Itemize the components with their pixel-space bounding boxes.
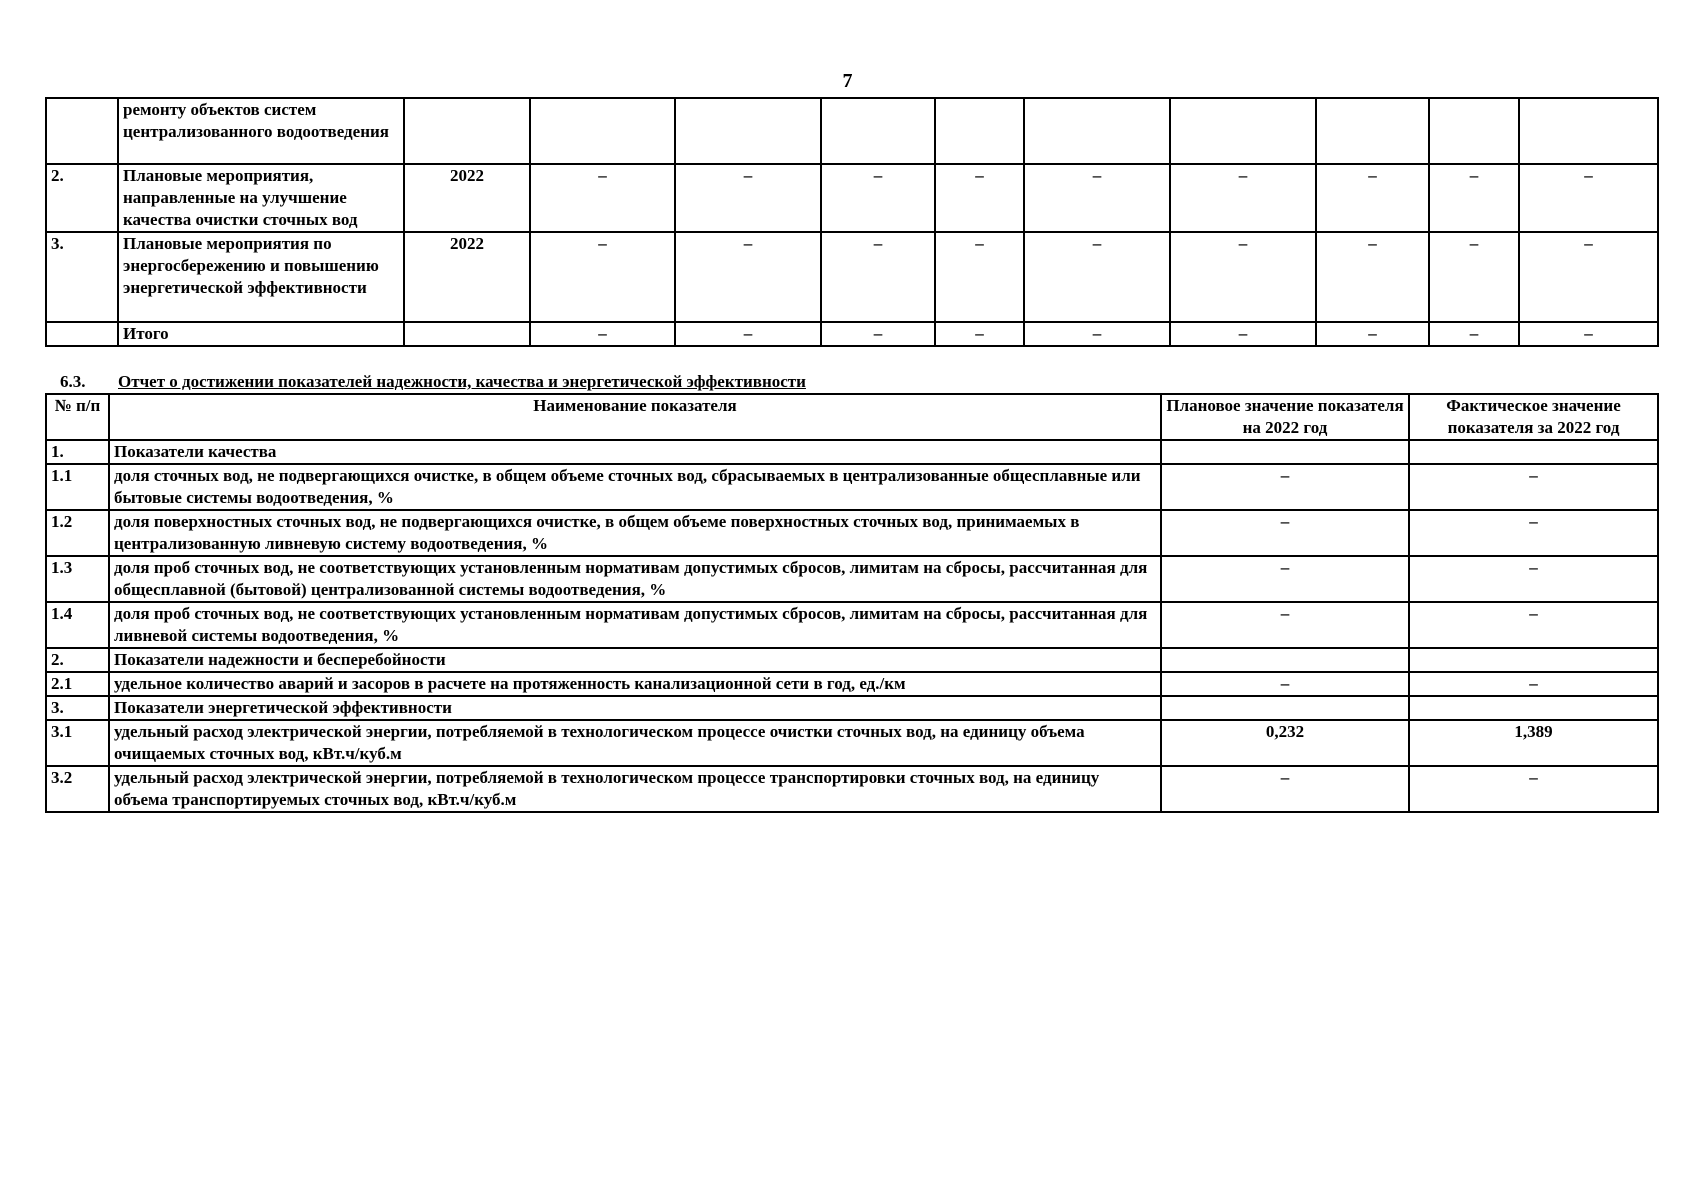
- value-cell: –: [1519, 322, 1658, 346]
- indicator-number: 1.: [46, 440, 109, 464]
- section-title: Отчет о достижении показателей надежности, качества и энергетической эффективности: [118, 372, 806, 391]
- section-number: 6.3.: [60, 372, 86, 391]
- measure-name: Итого: [118, 322, 404, 346]
- value-cell: –: [1170, 322, 1316, 346]
- value-cell: –: [821, 232, 935, 322]
- value-cell: –: [1024, 322, 1170, 346]
- value-cell: –: [1024, 232, 1170, 322]
- plan-value: [1161, 648, 1409, 672]
- value-cell: [1519, 98, 1658, 164]
- table-row: [46, 464, 1658, 510]
- indicator-number: 2.1: [46, 672, 109, 696]
- header-name: Наименование показателя: [109, 394, 1161, 440]
- table-row: [46, 322, 1658, 346]
- measures-table: [45, 97, 1659, 347]
- fact-value: –: [1409, 602, 1658, 648]
- value-cell: [1316, 98, 1429, 164]
- fact-value: –: [1409, 556, 1658, 602]
- plan-value: –: [1161, 510, 1409, 556]
- indicator-number: 2.: [46, 648, 109, 672]
- value-cell: –: [1316, 164, 1429, 232]
- indicator-number: 3.: [46, 696, 109, 720]
- plan-value: 0,232: [1161, 720, 1409, 766]
- value-cell: –: [1170, 232, 1316, 322]
- value-cell: [1024, 98, 1170, 164]
- value-cell: –: [1316, 232, 1429, 322]
- value-cell: –: [1519, 232, 1658, 322]
- indicator-number: 3.2: [46, 766, 109, 812]
- year-cell: 2022: [404, 164, 530, 232]
- value-cell: –: [1429, 232, 1519, 322]
- value-cell: –: [935, 322, 1024, 346]
- fact-value: –: [1409, 464, 1658, 510]
- value-cell: –: [530, 164, 675, 232]
- fact-value: –: [1409, 510, 1658, 556]
- section-heading: [60, 371, 806, 393]
- value-cell: –: [1519, 164, 1658, 232]
- indicator-name: удельное количество аварий и засоров в расчете на протяженность канализационной сети в год, ед./км: [109, 672, 1161, 696]
- table-row: [46, 648, 1658, 672]
- value-cell: [821, 98, 935, 164]
- measure-name: ремонту объектов систем централизованного водоотведения: [118, 98, 404, 164]
- value-cell: [530, 98, 675, 164]
- fact-value: –: [1409, 672, 1658, 696]
- value-cell: [675, 98, 821, 164]
- value-cell: [1170, 98, 1316, 164]
- indicator-name: доля поверхностных сточных вод, не подвергающихся очистке, в общем объеме поверхностных сточных вод, принимаемых в централизованную ливневую систему водоотведения, %: [109, 510, 1161, 556]
- fact-value: [1409, 696, 1658, 720]
- value-cell: –: [675, 322, 821, 346]
- header-fact: Фактическое значение показателя за 2022 год: [1409, 394, 1658, 440]
- row-number: [46, 98, 118, 164]
- indicator-number: 1.3: [46, 556, 109, 602]
- plan-value: –: [1161, 602, 1409, 648]
- value-cell: –: [821, 164, 935, 232]
- value-cell: [1429, 98, 1519, 164]
- indicator-number: 1.1: [46, 464, 109, 510]
- indicator-name: удельный расход электрической энергии, потребляемой в технологическом процессе очистки сточных вод, на единицу объема очищаемых сточных вод, кВт.ч/куб.м: [109, 720, 1161, 766]
- value-cell: –: [1429, 322, 1519, 346]
- indicator-name: удельный расход электрической энергии, потребляемой в технологическом процессе транспортировки сточных вод, на единицу объема транспортируемых сточных вод, кВт.ч/куб.м: [109, 766, 1161, 812]
- value-cell: –: [821, 322, 935, 346]
- year-cell: 2022: [404, 232, 530, 322]
- table-row: [46, 556, 1658, 602]
- value-cell: –: [1429, 164, 1519, 232]
- plan-value: [1161, 696, 1409, 720]
- table-row: [46, 720, 1658, 766]
- table-row: [46, 766, 1658, 812]
- indicator-name: доля проб сточных вод, не соответствующих установленным нормативам допустимых сбросов, лимитам на сбросы, рассчитанная для общесплавной (бытовой) централизованной системы водоотведения, %: [109, 556, 1161, 602]
- plan-value: –: [1161, 464, 1409, 510]
- value-cell: –: [675, 232, 821, 322]
- plan-value: –: [1161, 672, 1409, 696]
- indicator-name: Показатели надежности и бесперебойности: [109, 648, 1161, 672]
- table-row: [46, 440, 1658, 464]
- year-cell: [404, 322, 530, 346]
- value-cell: –: [1170, 164, 1316, 232]
- year-cell: [404, 98, 530, 164]
- table-row: [46, 232, 1658, 322]
- fact-value: [1409, 648, 1658, 672]
- fact-value: [1409, 440, 1658, 464]
- row-number: 2.: [46, 164, 118, 232]
- row-number: 3.: [46, 232, 118, 322]
- table-row: [46, 672, 1658, 696]
- measure-name: Плановые мероприятия по энергосбережению и повышению энергетической эффективности: [118, 232, 404, 322]
- indicator-number: 1.4: [46, 602, 109, 648]
- fact-value: –: [1409, 766, 1658, 812]
- plan-value: –: [1161, 556, 1409, 602]
- indicator-name: доля сточных вод, не подвергающихся очистке, в общем объеме сточных вод, сбрасываемых в централизованные общесплавные или бытовые системы водоотведения, %: [109, 464, 1161, 510]
- table-row: [46, 164, 1658, 232]
- table-row: [46, 696, 1658, 720]
- value-cell: –: [530, 322, 675, 346]
- value-cell: –: [530, 232, 675, 322]
- plan-value: –: [1161, 766, 1409, 812]
- indicator-name: доля проб сточных вод, не соответствующих установленным нормативам допустимых сбросов, лимитам на сбросы, рассчитанная для ливневой системы водоотведения, %: [109, 602, 1161, 648]
- table-row: [46, 602, 1658, 648]
- value-cell: –: [1316, 322, 1429, 346]
- indicator-name: Показатели энергетической эффективности: [109, 696, 1161, 720]
- value-cell: –: [1024, 164, 1170, 232]
- indicator-name: Показатели качества: [109, 440, 1161, 464]
- value-cell: –: [675, 164, 821, 232]
- table-row: [46, 510, 1658, 556]
- value-cell: –: [935, 164, 1024, 232]
- header-plan: Плановое значение показателя на 2022 год: [1161, 394, 1409, 440]
- fact-value: 1,389: [1409, 720, 1658, 766]
- value-cell: –: [935, 232, 1024, 322]
- indicator-number: 1.2: [46, 510, 109, 556]
- table-row: [46, 98, 1658, 164]
- row-number: [46, 322, 118, 346]
- header-num: № п/п: [46, 394, 109, 440]
- header-row: [46, 394, 1658, 440]
- indicator-number: 3.1: [46, 720, 109, 766]
- indicators-table: [45, 393, 1659, 813]
- value-cell: [935, 98, 1024, 164]
- plan-value: [1161, 440, 1409, 464]
- page-number: 7: [842, 70, 853, 92]
- measure-name: Плановые мероприятия, направленные на улучшение качества очистки сточных вод: [118, 164, 404, 232]
